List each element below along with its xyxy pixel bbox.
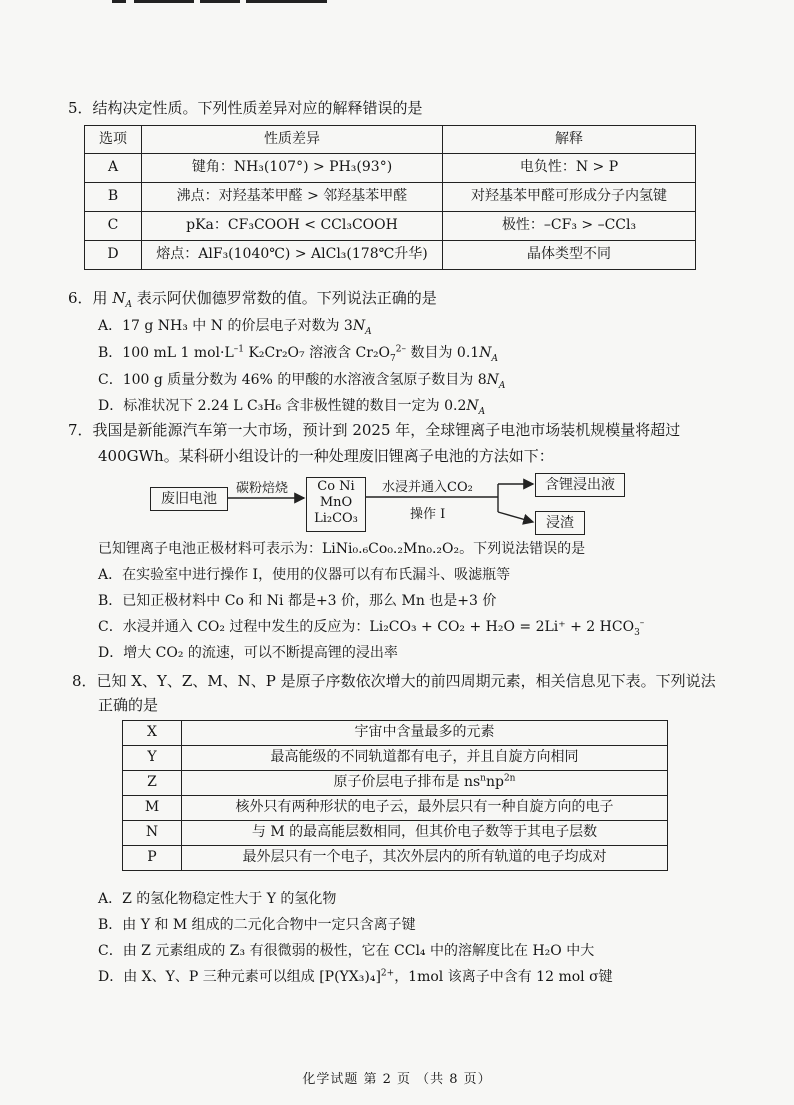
q5-diff-cell: 沸点：对羟基苯甲醛 > 邻羟基苯甲醛 xyxy=(142,183,443,212)
arrow-to-out2 xyxy=(498,512,533,522)
table-row xyxy=(85,183,696,212)
na-symbol: N xyxy=(352,318,366,334)
q5-expl-cell: 对羟基苯甲醛可形成分子内氢键 xyxy=(443,183,696,212)
na-symbol: N xyxy=(479,345,492,361)
q8-d-pre: D．由 X、Y、P 三种元素可以组成 [P(YX₃)₄] xyxy=(98,969,381,985)
q7-known: 已知锂离子电池正极材料可表示为：LiNi₀.₆Co₀.₂Mn₀.₂O₂。下列说法错误的是 xyxy=(98,541,586,557)
page-footer: 化学试题 第 2 页 （共 8 页） xyxy=(302,1072,492,1087)
q5-diff-cell: 键角：NH₃(107°) > PH₃(93°) xyxy=(142,154,443,183)
na-subscript: A xyxy=(125,300,132,310)
q5-header-diff: 性质差异 xyxy=(142,126,443,154)
q5-header-expl: 解释 xyxy=(443,126,696,154)
q8-info-cell: 与 M 的最高能层数相同，但其价电子数等于其电子层数 xyxy=(182,821,668,846)
q5-option-cell: B xyxy=(85,183,142,212)
q8-element-cell: Y xyxy=(123,746,182,771)
q8-element-cell: M xyxy=(123,796,182,821)
flow-mid-line3: Li₂CO₃ xyxy=(314,511,358,526)
q8-table xyxy=(122,720,668,871)
flow-label-step2: 水浸并通入CO₂ xyxy=(382,480,473,495)
q8-element-cell: P xyxy=(123,846,182,871)
flow-mid-line1: Co Ni xyxy=(317,479,355,494)
q6-b-mid: K₂Cr₂O₇ 溶液含 Cr₂O xyxy=(244,345,391,361)
q6-option-d[interactable] xyxy=(98,398,485,416)
table-row xyxy=(123,846,668,871)
q6-b-post: 数目为 0.1 xyxy=(406,345,480,361)
q7-option-d[interactable]: D．增大 CO₂ 的流速，可以不断提高锂的浸出率 xyxy=(98,645,398,661)
q8-info-cell: 最外层只有一个电子，其次外层内的所有轨道的电子均成对 xyxy=(182,846,668,871)
q8-info-cell xyxy=(182,771,668,796)
q8-z-pre: 原子价层电子排布是 ns xyxy=(333,774,481,791)
table-row xyxy=(123,796,668,821)
q8-option-c[interactable]: C．由 Z 元素组成的 Z₃ 有很微弱的极性，它在 CCl₄ 中的溶解度比在 H₂O 中大 xyxy=(98,943,595,959)
q5-expl-cell: 晶体类型不同 xyxy=(443,241,696,270)
q6-b-ion-sup: 2– xyxy=(395,344,407,355)
table-row xyxy=(123,771,668,796)
q5-diff-cell: pKa：CF₃COOH < CCl₃COOH xyxy=(142,212,443,241)
q8-option-b[interactable]: B．由 Y 和 M 组成的二元化合物中一定只含离子键 xyxy=(98,917,416,933)
na-symbol: N xyxy=(486,372,499,388)
q6-b-text: B．100 mL 1 mol·L xyxy=(98,345,234,361)
q6-d-text: D．标准状况下 2.24 L C₃H₆ 含非极性键的数目一定为 0.2 xyxy=(98,398,467,414)
q8-z-sup1: n xyxy=(480,773,486,784)
q6-b-ion-sub: 7 xyxy=(390,353,396,364)
q5-expl-cell: 电负性：N > P xyxy=(443,154,696,183)
q8-d-post: ，1mol 该离子中含有 12 mol σ键 xyxy=(394,969,613,985)
table-row xyxy=(123,746,668,771)
q5-stem: 5．结构决定性质。下列性质差异对应的解释错误的是 xyxy=(68,99,423,117)
q6-stem-post: 表示阿伏伽德罗常数的值。下列说法正确的是 xyxy=(131,289,437,307)
q8-element-cell: X xyxy=(123,721,182,746)
na-subscript: A xyxy=(498,380,506,391)
q7-option-a[interactable]: A．在实验室中进行操作 I，使用的仪器可以有布氏漏斗、吸滤瓶等 xyxy=(98,567,511,583)
q5-option-cell: D xyxy=(85,241,142,270)
q8-option-d[interactable] xyxy=(98,969,613,987)
na-symbol: N xyxy=(466,398,479,414)
q7-stem-line1: 7．我国是新能源汽车第一大市场，预计到 2025 年，全球锂离子电池市场装机规模量将超过 xyxy=(68,421,681,439)
q7-option-b[interactable]: B．已知正极材料中 Co 和 Ni 都是+3 价，那么 Mn 也是+3 价 xyxy=(98,593,497,609)
flow-label-op: 操作 I xyxy=(410,507,446,522)
na-subscript: A xyxy=(491,353,498,364)
q8-info-cell: 宇宙中含量最多的元素 xyxy=(182,721,668,746)
q5-header-option: 选项 xyxy=(85,126,142,154)
q6-stem-pre: 6．用 xyxy=(68,289,113,307)
flow-box-start: 废旧电池 xyxy=(150,487,228,511)
na-symbol: N xyxy=(112,289,126,307)
q8-z-sup2: 2n xyxy=(503,773,516,784)
q8-option-a[interactable]: A．Z 的氢化物稳定性大于 Y 的氢化物 xyxy=(98,891,337,907)
q6-b-sup: –1 xyxy=(233,344,245,355)
q5-table xyxy=(84,125,696,270)
na-subscript: A xyxy=(478,406,486,417)
q5-option-cell: C xyxy=(85,212,142,241)
flow-box-out1: 含锂浸出液 xyxy=(535,473,625,497)
q8-stem-line1: 8．已知 X、Y、Z、M、N、P 是原子序数依次增大的前四周期元素，相关信息见下表。下列说法 xyxy=(72,672,716,690)
q6-option-b[interactable] xyxy=(98,345,498,363)
q5-expl-cell: 极性：–CF₃ > –CCl₃ xyxy=(443,212,696,241)
flow-label-step1: 碳粉焙烧 xyxy=(236,481,289,496)
q8-info-cell: 最高能级的不同轨道都有电子，并且自旋方向相同 xyxy=(182,746,668,771)
q6-a-text: A．17 g NH₃ 中 N 的价层电子对数为 3 xyxy=(98,318,353,334)
table-row xyxy=(85,241,696,270)
q8-info-cell: 核外只有两种形状的电子云，最外层只有一种自旋方向的电子 xyxy=(182,796,668,821)
q8-element-cell: N xyxy=(123,821,182,846)
q6-option-a[interactable] xyxy=(98,318,372,336)
flow-box-mid xyxy=(306,477,366,532)
na-subscript: A xyxy=(365,326,372,337)
q5-option-cell: A xyxy=(85,154,142,183)
top-scan-mark xyxy=(112,0,327,3)
q7-c-sub: 3 xyxy=(634,627,640,638)
q7-c-sup: – xyxy=(639,618,645,629)
q7-option-c[interactable] xyxy=(98,619,644,637)
q6-option-c[interactable] xyxy=(98,372,505,390)
q6-stem xyxy=(68,289,437,308)
flow-mid-line2: MnO xyxy=(319,495,353,510)
q7-stem-line2: 400GWh。某科研小组设计的一种处理废旧锂离子电池的方法如下： xyxy=(98,447,554,465)
table-row xyxy=(85,154,696,183)
q8-stem-line2: 正确的是 xyxy=(98,696,159,714)
q8-element-cell: Z xyxy=(123,771,182,796)
q8-z-mid: np xyxy=(485,774,504,791)
flow-box-out2: 浸渣 xyxy=(535,511,585,535)
table-row xyxy=(123,821,668,846)
q5-diff-cell: 熔点：AlF₃(1040℃) > AlCl₃(178℃升华) xyxy=(142,241,443,270)
q7-c-text: C．水浸并通入 CO₂ 过程中发生的反应为：Li₂CO₃ + CO₂ + H₂O = 2Li⁺ + 2 HCO xyxy=(98,619,635,635)
q6-c-text: C．100 g 质量分数为 46% 的甲酸的水溶液含氢原子数目为 8 xyxy=(98,372,487,388)
table-row xyxy=(85,212,696,241)
table-row xyxy=(123,721,668,746)
q8-d-sup: 2+ xyxy=(380,968,395,979)
